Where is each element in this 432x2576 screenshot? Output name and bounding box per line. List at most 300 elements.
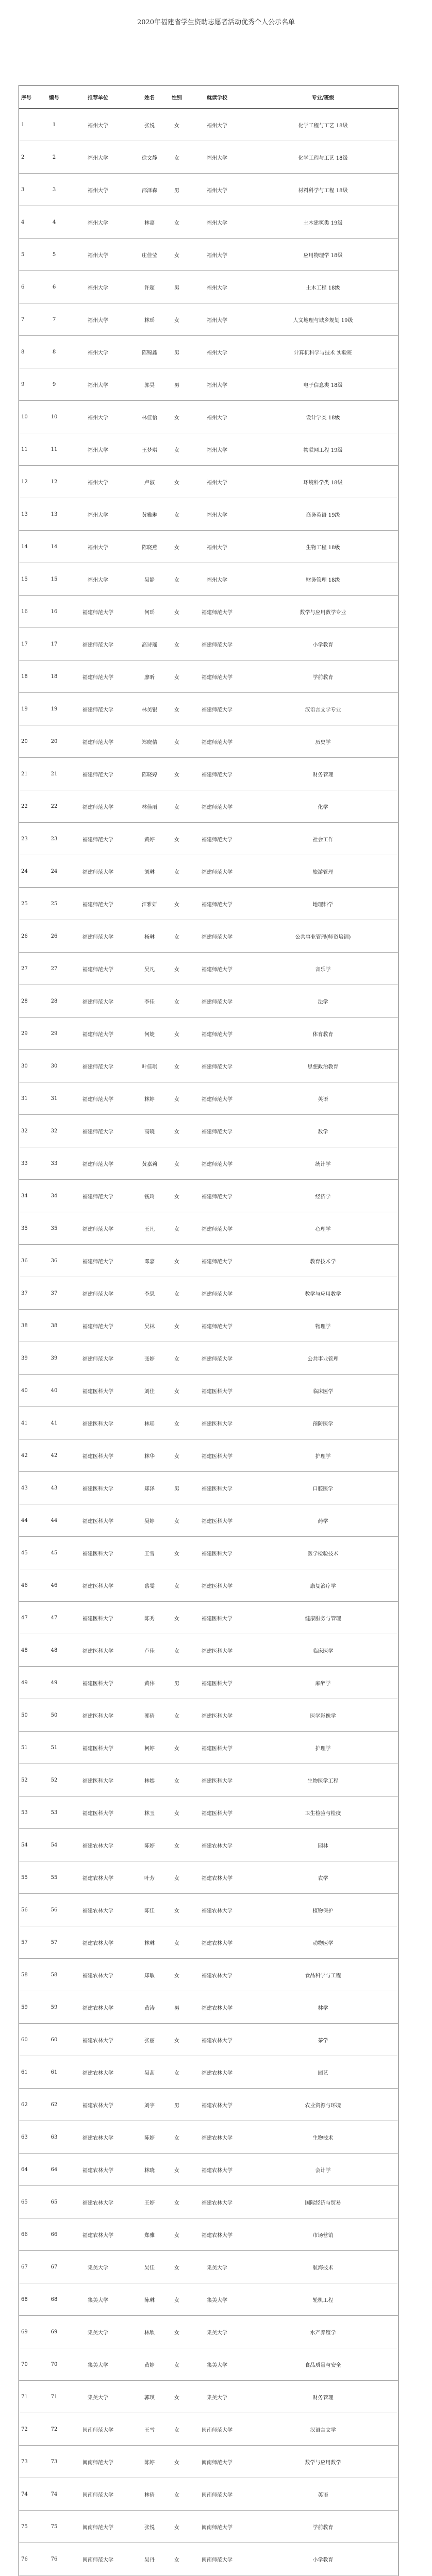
table-row [19, 239, 398, 271]
cell-school: 福州大学 [88, 512, 108, 518]
cell-major: 学前教育 [312, 2524, 334, 2531]
cell-grad: 福建农林大学 [202, 1875, 232, 1882]
cell-grad: 福建师范大学 [202, 999, 232, 1005]
cell-sex: 女 [174, 1324, 179, 1330]
table-row [19, 2348, 398, 2381]
cell-seq: 42 [21, 1452, 28, 1459]
cell-school: 福建医科大学 [82, 1648, 113, 1654]
cell-idx: 45 [51, 1550, 58, 1556]
table-row [19, 1277, 398, 1310]
cell-idx: 63 [51, 2134, 58, 2140]
cell-major: 人文地理与城乡规划 19级 [293, 317, 353, 324]
cell-idx: 46 [51, 1582, 58, 1588]
cell-idx: 20 [51, 738, 58, 744]
cell-major: 土木建筑类 19级 [303, 220, 343, 226]
table-row [19, 888, 398, 920]
cell-seq: 55 [21, 1874, 28, 1880]
cell-sex: 女 [174, 480, 179, 486]
cell-grad: 福建医科大学 [202, 1388, 232, 1395]
cell-major: 数学与应用数学 [305, 1291, 341, 1297]
cell-seq: 45 [21, 1550, 28, 1556]
cell-grad: 福建医科大学 [202, 1518, 232, 1524]
cell-seq: 68 [21, 2296, 28, 2302]
cell-sex: 女 [174, 1518, 179, 1524]
cell-grad: 福建师范大学 [202, 1291, 232, 1297]
table-row [19, 498, 398, 531]
cell-idx: 11 [51, 446, 58, 452]
table-row [19, 628, 398, 660]
cell-sex: 男 [174, 285, 179, 291]
table-row [19, 1310, 398, 1342]
table-row [19, 141, 398, 174]
table-row [19, 1861, 398, 1894]
cell-major: 园艺 [318, 2070, 328, 2076]
cell-grad: 福建师范大学 [202, 1031, 232, 1038]
cell-grad: 集美大学 [207, 2265, 227, 2271]
table-row [19, 2446, 398, 2478]
table-row [19, 2478, 398, 2511]
cell-major: 生物医学工程 [307, 1778, 339, 1784]
table-row [19, 2024, 398, 2056]
cell-grad: 福州大学 [207, 545, 227, 551]
table-row [19, 303, 398, 336]
cell-seq: 12 [21, 479, 28, 485]
cell-school: 福建农林大学 [82, 2103, 113, 2109]
table-row [19, 1147, 398, 1180]
cell-school: 福建师范大学 [82, 1129, 113, 1135]
cell-idx: 61 [51, 2069, 58, 2075]
cell-sex: 女 [174, 1745, 179, 1752]
header-idx: 编号 [49, 95, 59, 101]
cell-name: 林玉 [144, 1810, 155, 1817]
cell-sex: 女 [174, 447, 179, 453]
cell-major: 医学影像学 [310, 1713, 336, 1719]
cell-sex: 女 [174, 1810, 179, 1817]
cell-idx: 28 [51, 998, 58, 1004]
cell-school: 福建师范大学 [82, 674, 113, 681]
cell-seq: 66 [21, 2231, 28, 2238]
table-row [19, 368, 398, 401]
cell-seq: 53 [21, 1809, 28, 1816]
cell-school: 福建医科大学 [82, 1388, 113, 1395]
cell-grad: 福建师范大学 [202, 967, 232, 973]
cell-major: 临床医学 [312, 1388, 334, 1395]
cell-seq: 10 [21, 414, 28, 420]
cell-grad: 福建医科大学 [202, 1745, 232, 1752]
table-row [19, 1018, 398, 1050]
cell-idx: 60 [51, 2037, 58, 2043]
cell-name: 陈婷 [144, 2460, 155, 2466]
table-row [19, 1829, 398, 1861]
cell-sex: 女 [174, 545, 179, 551]
cell-sex: 女 [174, 2395, 179, 2401]
cell-school: 福建师范大学 [82, 999, 113, 1005]
cell-major: 国际经济与贸易 [305, 2200, 341, 2206]
table-row [19, 1732, 398, 1764]
cell-school: 福建师范大学 [82, 739, 113, 745]
cell-school: 集美大学 [88, 2297, 108, 2303]
cell-major: 历史学 [315, 739, 331, 745]
cell-grad: 闽南师范大学 [202, 2460, 232, 2466]
cell-name: 吴林 [144, 1324, 155, 1330]
cell-major: 食品科学与工程 [305, 1973, 341, 1979]
cell-idx: 35 [51, 1225, 58, 1231]
cell-school: 福建医科大学 [82, 1778, 113, 1784]
table-row [19, 1764, 398, 1797]
cell-seq: 38 [21, 1323, 28, 1329]
cell-grad: 福建医科大学 [202, 1648, 232, 1654]
cell-seq: 60 [21, 2037, 28, 2043]
table-row [19, 1991, 398, 2024]
cell-sex: 女 [174, 967, 179, 973]
table-row [19, 1407, 398, 1439]
cell-major: 临床医学 [312, 1648, 334, 1654]
cell-name: 黄涛 [144, 2005, 155, 2011]
cell-seq: 61 [21, 2069, 28, 2075]
cell-grad: 福建农林大学 [202, 2167, 232, 2174]
cell-grad: 福建师范大学 [202, 902, 232, 908]
cell-major: 卫生检验与检疫 [305, 1810, 341, 1817]
cell-seq: 24 [21, 868, 28, 874]
cell-school: 福建农林大学 [82, 2200, 113, 2206]
cell-major: 材料科学与工程 18级 [298, 188, 348, 194]
cell-grad: 福建农林大学 [202, 2103, 232, 2109]
header-major: 专业/班级 [311, 95, 335, 101]
cell-grad: 福建医科大学 [202, 1583, 232, 1589]
cell-major: 音乐学 [315, 967, 331, 973]
cell-major: 思想政治教育 [307, 1064, 339, 1070]
cell-sex: 男 [174, 2005, 179, 2011]
cell-major: 英语 [318, 2492, 328, 2498]
cell-school: 福州大学 [88, 382, 108, 388]
cell-sex: 女 [174, 2492, 179, 2498]
cell-sex: 男 [174, 382, 179, 388]
cell-major: 化学工程与工艺 18级 [298, 155, 348, 161]
cell-grad: 集美大学 [207, 2395, 227, 2401]
cell-name: 郭昊 [144, 382, 155, 388]
header-grad: 就读学校 [207, 95, 227, 101]
cell-seq: 6 [21, 284, 25, 290]
cell-sex: 男 [174, 350, 179, 356]
cell-name: 张丽 [144, 2038, 155, 2044]
cell-idx: 37 [51, 1290, 58, 1296]
cell-name: 黄嘉莉 [142, 1161, 157, 1167]
cell-grad: 福州大学 [207, 480, 227, 486]
cell-name: 郑晓倩 [142, 739, 157, 745]
cell-idx: 58 [51, 1972, 58, 1978]
cell-sex: 女 [174, 415, 179, 421]
cell-idx: 22 [51, 803, 58, 809]
cell-sex: 女 [174, 1875, 179, 1882]
cell-name: 徐文静 [142, 155, 157, 161]
cell-idx: 51 [51, 1744, 58, 1751]
cell-grad: 福建师范大学 [202, 1129, 232, 1135]
cell-seq: 25 [21, 901, 28, 907]
cell-major: 财务管理 [312, 2395, 334, 2401]
cell-sex: 女 [174, 2265, 179, 2271]
cell-sex: 女 [174, 2232, 179, 2239]
cell-seq: 44 [21, 1517, 28, 1523]
cell-seq: 65 [21, 2199, 28, 2205]
cell-sex: 女 [174, 1129, 179, 1135]
cell-seq: 20 [21, 738, 28, 744]
cell-school: 福建师范大学 [82, 707, 113, 713]
cell-major: 心理学 [315, 1226, 331, 1232]
cell-name: 陈秀 [144, 1616, 155, 1622]
cell-idx: 74 [51, 2491, 58, 2497]
cell-name: 钱玲 [144, 1194, 155, 1200]
cell-school: 集美大学 [88, 2265, 108, 2271]
cell-name: 李思 [144, 1291, 155, 1297]
cell-grad: 福建农林大学 [202, 1843, 232, 1849]
cell-sex: 女 [174, 674, 179, 681]
table-row [19, 2543, 398, 2575]
cell-grad: 福建师范大学 [202, 707, 232, 713]
cell-idx: 5 [52, 251, 56, 258]
cell-school: 福州大学 [88, 155, 108, 161]
cell-grad: 福州大学 [207, 577, 227, 583]
cell-sex: 女 [174, 1226, 179, 1232]
cell-grad: 福州大学 [207, 220, 227, 226]
cell-seq: 54 [21, 1842, 28, 1848]
cell-school: 福州大学 [88, 123, 108, 129]
cell-grad: 福州大学 [207, 415, 227, 421]
cell-school: 福州大学 [88, 350, 108, 356]
cell-grad: 福建农林大学 [202, 2200, 232, 2206]
cell-sex: 女 [174, 2297, 179, 2303]
cell-sex: 女 [174, 577, 179, 583]
cell-idx: 38 [51, 1323, 58, 1329]
cell-grad: 福建师范大学 [202, 772, 232, 778]
table-row [19, 1212, 398, 1245]
cell-name: 邓嘉 [144, 1259, 155, 1265]
cell-major: 土木工程 18级 [306, 285, 340, 291]
cell-idx: 3 [52, 187, 56, 193]
table-row [19, 1342, 398, 1375]
table-row [19, 1602, 398, 1634]
cell-major: 设计学类 18级 [306, 415, 340, 421]
cell-sex: 女 [174, 1421, 179, 1427]
cell-school: 闽南师范大学 [82, 2460, 113, 2466]
cell-major: 小学教育 [312, 2557, 334, 2563]
table-row [19, 1245, 398, 1277]
cell-seq: 29 [21, 1030, 28, 1037]
cell-idx: 57 [51, 1939, 58, 1945]
cell-seq: 46 [21, 1582, 28, 1588]
cell-idx: 67 [51, 2264, 58, 2270]
cell-school: 福建师范大学 [82, 804, 113, 810]
cell-school: 闽南师范大学 [82, 2524, 113, 2531]
cell-sex: 女 [174, 869, 179, 875]
cell-grad: 福建农林大学 [202, 1908, 232, 1914]
table-row [19, 823, 398, 855]
cell-seq: 13 [21, 511, 28, 517]
cell-school: 福州大学 [88, 317, 108, 324]
cell-major: 动物医学 [312, 1940, 334, 1946]
cell-grad: 福州大学 [207, 382, 227, 388]
cell-school: 福建农林大学 [82, 2070, 113, 2076]
cell-seq: 18 [21, 673, 28, 680]
cell-major: 会计学 [315, 2167, 331, 2174]
cell-name: 何婕 [144, 1031, 155, 1038]
cell-sex: 女 [174, 155, 179, 161]
cell-major: 电子信息类 18级 [303, 382, 343, 388]
cell-idx: 72 [51, 2426, 58, 2432]
cell-major: 化学工程与工艺 18级 [298, 123, 348, 129]
cell-seq: 21 [21, 771, 28, 777]
cell-idx: 27 [51, 965, 58, 972]
header-name: 姓名 [144, 95, 155, 101]
cell-grad: 福建医科大学 [202, 1421, 232, 1427]
table-row [19, 2056, 398, 2089]
header-sex: 性别 [172, 95, 182, 101]
cell-idx: 33 [51, 1160, 58, 1166]
cell-school: 福州大学 [88, 545, 108, 551]
cell-idx: 25 [51, 901, 58, 907]
cell-major: 口腔医学 [312, 1486, 334, 1492]
cell-grad: 福建师范大学 [202, 674, 232, 681]
cell-idx: 65 [51, 2199, 58, 2205]
table-row [19, 466, 398, 498]
cell-name: 林嫣 [144, 1778, 155, 1784]
cell-name: 许超 [144, 285, 155, 291]
cell-school: 福州大学 [88, 252, 108, 259]
cell-seq: 14 [21, 544, 28, 550]
cell-name: 黄婷 [144, 2362, 155, 2368]
cell-sex: 女 [174, 1908, 179, 1914]
cell-idx: 24 [51, 868, 58, 874]
cell-seq: 28 [21, 998, 28, 1004]
cell-grad: 福建师范大学 [202, 1324, 232, 1330]
cell-name: 刘佳 [144, 1388, 155, 1395]
cell-grad: 福州大学 [207, 512, 227, 518]
cell-seq: 64 [21, 2166, 28, 2173]
table-row [19, 1569, 398, 1602]
cell-grad: 福建医科大学 [202, 1551, 232, 1557]
cell-sex: 女 [174, 1161, 179, 1167]
cell-name: 林瑶 [144, 1421, 155, 1427]
cell-idx: 69 [51, 2329, 58, 2335]
cell-grad: 福建师范大学 [202, 609, 232, 616]
cell-grad: 集美大学 [207, 2297, 227, 2303]
cell-idx: 48 [51, 1647, 58, 1653]
table-row [19, 2511, 398, 2543]
table-row [19, 2121, 398, 2154]
cell-idx: 64 [51, 2166, 58, 2173]
cell-seq: 36 [21, 1258, 28, 1264]
cell-grad: 福建农林大学 [202, 1973, 232, 1979]
cell-school: 福建农林大学 [82, 2232, 113, 2239]
cell-major: 市场营销 [312, 2232, 334, 2239]
cell-seq: 39 [21, 1355, 28, 1361]
cell-seq: 47 [21, 1615, 28, 1621]
cell-seq: 31 [21, 1095, 28, 1101]
cell-sex: 女 [174, 2557, 179, 2563]
cell-major: 经济学 [315, 1194, 331, 1200]
cell-name: 陈锦鑫 [142, 350, 157, 356]
table-row [19, 1634, 398, 1667]
cell-seq: 37 [21, 1290, 28, 1296]
cell-seq: 58 [21, 1972, 28, 1978]
cell-school: 福建医科大学 [82, 1518, 113, 1524]
cell-name: 张悦 [144, 2524, 155, 2531]
cell-sex: 女 [174, 1259, 179, 1265]
cell-school: 福建医科大学 [82, 1681, 113, 1687]
cell-name: 张悦 [144, 123, 155, 129]
cell-seq: 49 [21, 1680, 28, 1686]
table-row [19, 725, 398, 758]
cell-sex: 女 [174, 2200, 179, 2206]
cell-sex: 女 [174, 707, 179, 713]
cell-school: 福州大学 [88, 220, 108, 226]
cell-name: 吴丹 [144, 2557, 155, 2563]
header-seq: 序号 [21, 95, 31, 101]
cell-idx: 21 [51, 771, 58, 777]
cell-sex: 女 [174, 1194, 179, 1200]
cell-school: 福建师范大学 [82, 1031, 113, 1038]
cell-school: 福建师范大学 [82, 934, 113, 940]
cell-seq: 76 [21, 2556, 28, 2562]
cell-major: 数学与应用数学专业 [300, 609, 346, 616]
cell-school: 集美大学 [88, 2395, 108, 2401]
cell-idx: 52 [51, 1777, 58, 1783]
cell-major: 医学检验技术 [307, 1551, 339, 1557]
table-row [19, 336, 398, 368]
table-row [19, 1115, 398, 1147]
cell-name: 陈佳 [144, 1908, 155, 1914]
cell-idx: 54 [51, 1842, 58, 1848]
cell-school: 福建农林大学 [82, 1908, 113, 1914]
cell-school: 福建师范大学 [82, 1161, 113, 1167]
cell-idx: 75 [51, 2523, 58, 2530]
cell-name: 郑泽 [144, 1486, 155, 1492]
cell-name: 杨琳 [144, 934, 155, 940]
cell-idx: 15 [51, 576, 58, 582]
cell-grad: 福建师范大学 [202, 804, 232, 810]
cell-grad: 福建医科大学 [202, 1778, 232, 1784]
cell-school: 福州大学 [88, 188, 108, 194]
cell-school: 福建师范大学 [82, 609, 113, 616]
table-row [19, 2283, 398, 2316]
cell-idx: 62 [51, 2102, 58, 2108]
cell-sex: 女 [174, 2460, 179, 2466]
cell-grad: 福建农林大学 [202, 2005, 232, 2011]
cell-grad: 闽南师范大学 [202, 2492, 232, 2498]
cell-idx: 40 [51, 1387, 58, 1394]
cell-grad: 福建医科大学 [202, 1453, 232, 1460]
cell-seq: 75 [21, 2523, 28, 2530]
table-row [19, 1082, 398, 1115]
cell-sex: 女 [174, 512, 179, 518]
cell-grad: 福建农林大学 [202, 2038, 232, 2044]
cell-major: 药学 [318, 1518, 328, 1524]
cell-seq: 7 [21, 316, 25, 323]
cell-grad: 福建农林大学 [202, 1940, 232, 1946]
cell-idx: 42 [51, 1452, 58, 1459]
cell-sex: 女 [174, 1031, 179, 1038]
cell-grad: 福建师范大学 [202, 1259, 232, 1265]
cell-grad: 福州大学 [207, 317, 227, 324]
cell-name: 陈婷 [144, 1843, 155, 1849]
cell-sex: 女 [174, 1778, 179, 1784]
cell-school: 福建医科大学 [82, 1453, 113, 1460]
cell-seq: 71 [21, 2394, 28, 2400]
cell-sex: 女 [174, 2038, 179, 2044]
cell-school: 福州大学 [88, 415, 108, 421]
table-row [19, 1537, 398, 1569]
table-row [19, 1375, 398, 1407]
cell-major: 康复治疗学 [310, 1583, 336, 1589]
